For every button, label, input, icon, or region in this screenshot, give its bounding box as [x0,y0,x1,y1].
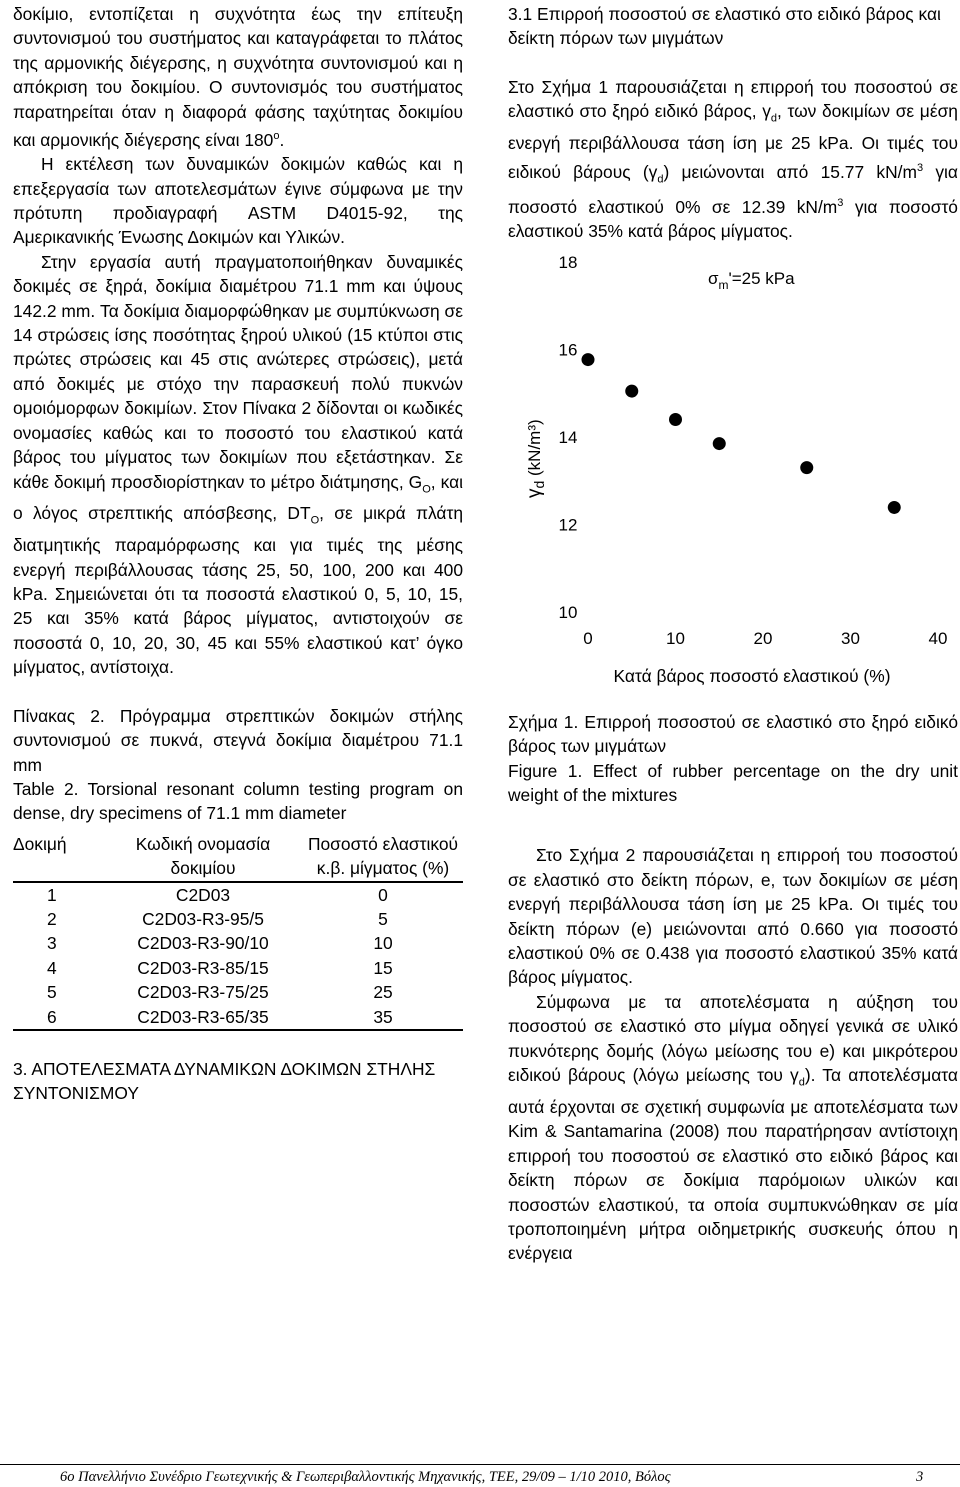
cell-test: 5 [47,982,57,1003]
right-column [508,2,958,1266]
y-axis-label [524,419,547,498]
paragraph-specimens: Στην εργασία αυτή πραγματοποιήθηκαν δυναμικές δοκιμές σε ξηρά, δοκίμια διαμέτρου 71.1 mm και ύψους 142.2 mm. Τα δοκίμια διαμορφώθηκαν με συμπύκνωση σε 14 στρώσεις ίσης ποσότητας ξηρού υλικού (15 κτύποι στις πρώτες στρώσεις και 45 στις ανώτερες στρώσεις), μετά από δοκιμές με στόχο την παρασκευή πολύ πυκνών ομοιόμορφων δοκιμίων. Στον Πίνακα 2 δίδονται οι κωδικές ονομασίες καθώς και το ποσοστό του ελαστικού κατά βάρος του μίγματος των δοκιμίων που εξετάστηκαν. Σε κάθε δοκιμή προσδιορίστηκαν το μέτρο διάτμησης, $G_O$, και ο λόγος στρεπτικής απόσβεσης, $DT_O$, σε μικρά πλάτη διατμητικής παραμόρφωσης και για τιμές της μέσης ενεργή περιβάλλουσας τάσης 25, 50, 100, 200 και 400 kPa. Σημειώνεται ότι τα ποσοστά ελαστικού 0, 5, 10, 15, 25 και 35% κατά βάρος μίγματος, αντιστοιχούν σε ποσοστά 0, 10, 20, 30, 45 και 55% ελαστικού κατ’ όγκο μίγματος, αντίστοιχα. [13,251,463,678]
cell-test: 6 [47,1006,57,1027]
test-program-table [13,832,463,1031]
x-axis-label: Κατά βάρος ποσοστό ελαστικού (%) [613,665,891,686]
cell-code: C2D03 [175,884,231,905]
x-tick-label: 10 [666,628,685,648]
cell-percent: 10 [373,933,393,954]
cell-code: C2D03-R3-85/15 [137,957,269,978]
paragraph-astm: Η εκτέλεση των δυναμικών δοκιμών καθώς και η επεξεργασία των αποτελεσμάτων έγινε σύμφωνα με την πρότυπη προδιαγραφή ASTM D4015-92, της Αμερικανικής Ένωσης Δοκιμών και Υλικών. [13,154,463,248]
cell-percent: 15 [373,957,393,978]
header-code: Κωδική ονομασία δοκιμίου [135,833,271,879]
y-tick-label: 10 [558,602,578,622]
cell-test: 4 [47,957,57,978]
table-caption-en: Table 2. Torsional resonant column testing program on dense, dry specimens of 71.1 mm diameter [13,778,463,824]
page-footer [0,1464,960,1485]
cell-code: C2D03-R3-75/25 [137,982,269,1003]
page-number: 3 [916,1469,924,1485]
table-row [13,956,463,980]
y-tick-label: 16 [558,340,578,360]
figure-1-chart [508,250,958,690]
cell-test: 2 [47,908,57,929]
annotation-sub: m [718,277,729,292]
y-tick-label: 18 [558,252,578,272]
cell-test: 3 [47,933,57,954]
table-row [13,931,463,955]
left-column [13,2,463,1106]
table-row [13,1005,463,1030]
header-percent: Ποσοστό ελαστικού κ.β. μίγματος (%) [307,833,459,879]
cell-code: C2D03-R3-95/5 [142,908,264,929]
data-point [800,461,813,474]
x-tick-labels [583,629,947,648]
x-tick-label: 0 [583,628,593,648]
cell-percent: 25 [373,982,393,1003]
y-label-symbol: γ [524,488,545,498]
data-point [669,413,682,426]
table-caption-gr: Πίνακας 2. Πρόγραμμα στρεπτικών δοκιμών στήλης συντονισμού σε πυκνά, στεγνά δοκίμια διαμέτρου 71.1 mm [13,705,463,775]
x-tick-label: 40 [928,628,948,648]
data-point [625,384,638,397]
table-row [13,907,463,931]
section-3-1-title: 3.1 Επιρροή ποσοστού σε ελαστικό στο ειδικό βάρος και δείκτη πόρων των μιγμάτων [508,4,941,49]
y-label-sub: d [531,480,547,489]
y-tick-label: 14 [558,427,578,447]
table-row [13,882,463,907]
figure-caption-en: Figure 1. Effect of rubber percentage on the dry unit weight of the mixtures [508,760,958,805]
chart-svg [508,250,958,690]
data-point [713,437,726,450]
cell-percent: 5 [378,908,388,929]
data-point [888,501,901,514]
paragraph-comparison: Σύμφωνα με τα αποτελέσματα η αύξηση του ποσοστού σε ελαστικό στο μίγμα οδηγεί γενικά σε υλικό πυκνότερης δομής (λόγω μείωσης του e) και μικρότερου ειδικού βάρους (λόγω μείωσης του $\gamma_d$). Τα αποτελέσματα αυτά έρχονται σε σχετική συμφωνία με αποτελέσματα των Kim & Santamarina (2008) που παρατήρησαν αντίστοιχη επιρροή του ποσοστού σε ελαστικό στο ειδικό βάρος και δείκτη πόρων σε δοκίμια παρόμοιων υλικών και ποσοστών ελαστικού, τα οποία συμπυκνώθηκαν σε μία τροποποιημένη μήτρα οιδημετρικής συσκευής όπου η ενέργεια [508,991,958,1264]
table-row [13,980,463,1004]
header-test: Δοκιμή [13,833,67,854]
cell-percent: 35 [373,1006,393,1027]
data-points [582,353,901,514]
paragraph-unit-weight: Στο Σχήμα 1 παρουσιάζεται η επιρροή του ποσοστού σε ελαστικό στο ξηρό ειδικό βάρος, $\gamma_d$, των δοκιμίων σε μέση ενεργή περιβάλλουσα τάση ίση με 25 kPa. Οι τιμές του ειδικού βάρους $(\gamma_d)$ μειώνονται από 15.77 $kN/m^3$ για ποσοστό ελαστικού 0% σε 12.39 $kN/m^3$ για ποσοστό ελαστικού 35% κατά βάρος μίγματος. [508,76,958,242]
figure-caption-gr: Σχήμα 1. Επιρροή ποσοστού σε ελαστικό στο ξηρό ειδικό βάρος των μιγμάτων [508,711,958,757]
table-header-row [13,832,463,882]
y-tick-label: 12 [558,515,578,535]
y-label-unit: (kN/m³) [525,419,544,481]
pressure-annotation [708,269,795,292]
paragraph-resonance: δοκίμιο, εντοπίζεται η συχνότητα έως την επίτευξη συντονισμού του συστήματος και καταγράφεται το πλάτος της αρμονικής διέγερσης, η συχνότητα συντονισμού και η απόκριση του δοκιμίου. Ο συντονισμός του συστήματος παρατηρείται όταν η διαφορά φάσης ταχύτητας δοκιμίου και αρμονικής διέγερσης είναι $180^o$. [13,4,463,150]
annotation-rest: '=25 kPa [728,268,795,288]
data-point [582,353,595,366]
annotation-sigma: σ [708,268,719,288]
cell-test: 1 [47,884,57,905]
cell-percent: 0 [378,884,388,905]
cell-code: C2D03-R3-90/10 [137,933,269,954]
section-3-title: 3. ΑΠΟΤΕΛΕΣΜΑΤΑ ΔΥΝΑΜΙΚΩΝ ΔΟΚΙΜΩΝ ΣΤΗΛΗΣ ΣΥΝΤΟΝΙΣΜΟΥ [13,1058,436,1104]
cell-code: C2D03-R3-65/35 [137,1006,269,1027]
y-tick-labels [559,253,578,622]
x-tick-label: 30 [841,628,860,648]
paragraph-void-ratio: Στο Σχήμα 2 παρουσιάζεται η επιρροή του ποσοστού σε ελαστικό στο δείκτη πόρων, e, των δοκιμίων σε μέση ενεργή περιβάλλουσα τάση ίση με 25 kPa. Οι τιμές του δείκτη πόρων (e) μειώνονται από 0.660 για ποσοστό ελαστικού 0% σε 0.438 για ποσοστό ελαστικού 35% κατά βάρος μίγματος. [508,845,958,988]
x-tick-label: 20 [753,628,773,648]
conference-name: 6ο Πανελλήνιο Συνέδριο Γεωτεχνικής & Γεωπεριβαλλοντικής Μηχανικής, ΤΕΕ, 29/09 – 1/10 2010, Βόλος [60,1469,671,1485]
